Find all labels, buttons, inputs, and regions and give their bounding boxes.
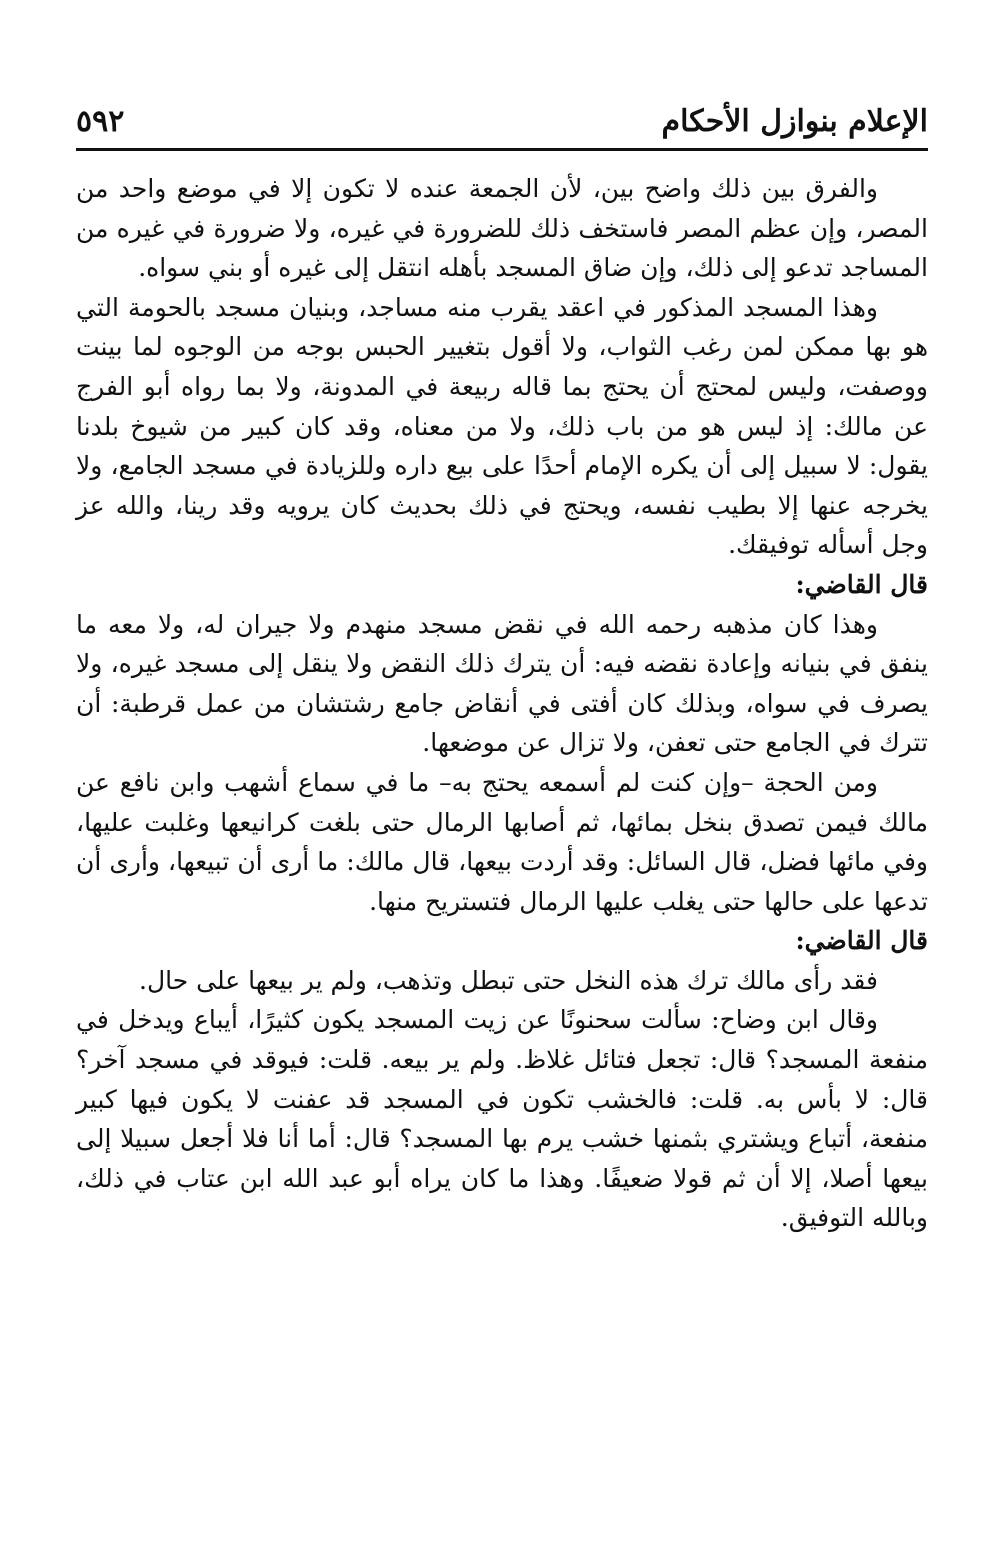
section-heading: قال القاضي: [795,569,928,599]
paragraph: والفرق بين ذلك واضح بين، لأن الجمعة عنده لا تكون إلا في موضع واحد من المصر، وإن عظم المصر فاستخف ذلك للضرورة في غيره، ولا ضرورة في غيره من المساجد تدعو إلى ذلك، وإن ضاق المسجد بأهله انتقل إلى غيره أو بني سواه. [76,174,928,283]
paragraph: ومن الحجة –وإن كنت لم أسمعه يحتج به– ما في سماع أشهب وابن نافع عن مالك فيمن تصدق بنخل بمائها، ثم أصابها الرمال حتى بلغت كرانيعها وغلبت عليها، وفي مائها فضل، قال السائل: وقد أردت بيعها، قال مالك: ما أرى أن تبيعها، وأرى أن تدعها على حالها حتى يغلب عليها الرمال فتستريح منها. [76,767,928,916]
running-header [76,96,928,151]
book-page [76,96,928,1238]
book-title: الإعلام بنوازل الأحكام [661,104,928,139]
paragraph: وقال ابن وضاح: سألت سحنونًا عن زيت المسجد يكون كثيرًا، أيباع ويدخل في منفعة المسجد؟ قال: تجعل فتائل غلاظ. ولم ير بيعه. قلت: فيوقد في مسجد آخر؟ قال: لا بأس به. قلت: فالخشب تكون في المسجد قد عفنت لا يكون فيها كبير منفعة، أتباع ويشتري بثمنها خشب يرم بها المسجد؟ قال: أما أنا فلا أجعل سبيلا إلى بيعها أصلا، إلا أن ثم قولا ضعيفًا. وهذا ما كان يراه أبو عبد الله ابن عتاب في ذلك، وبالله التوفيق. [76,1005,928,1233]
paragraph: وهذا كان مذهبه رحمه الله في نقض مسجد منهدم ولا جيران له، ولا معه ما ينفق في بنيانه وإعادة نقضه فيه: أن يترك ذلك النقض ولا ينقل إلى مسجد غيره، ولا يصرف في سواه، وبذلك كان أفتى في أنقاض جامع رشتشان من عمل قرطبة: أن تترك في الجامع حتى تعفن، ولا تزال عن موضعها. [76,609,928,758]
page-number: ٥٩٢ [76,104,125,139]
paragraph: وهذا المسجد المذكور في اعقد يقرب منه مساجد، وبنيان مسجد بالحومة التي هو بها ممكن لمن رغب الثواب، ولا أقول بتغيير الحبس بوجه من الوجوه لما بينت ووصفت، وليس لمحتج أن يحتج بما قاله ربيعة في المدونة، ولا بما رواه أبو الفرج عن مالك: إذ ليس هو من باب ذلك، ولا من معناه، وقد كان كبير من شيوخ بلدنا يقول: لا سبيل إلى أن يكره الإمام أحدًا على بيع داره وللزيادة في مسجد الجامع، ولا يخرجه عنها إلا بطيب نفسه، ويحتج في ذلك بحديث كان يرويه وقد رينا، والله عز وجل أسأله توفيقك. [76,292,928,560]
section-heading: قال القاضي: [795,926,928,956]
page-body [76,169,928,1238]
paragraph: فقد رأى مالك ترك هذه النخل حتى تبطل وتذهب، ولم ير بيعها على حال. [139,965,878,995]
